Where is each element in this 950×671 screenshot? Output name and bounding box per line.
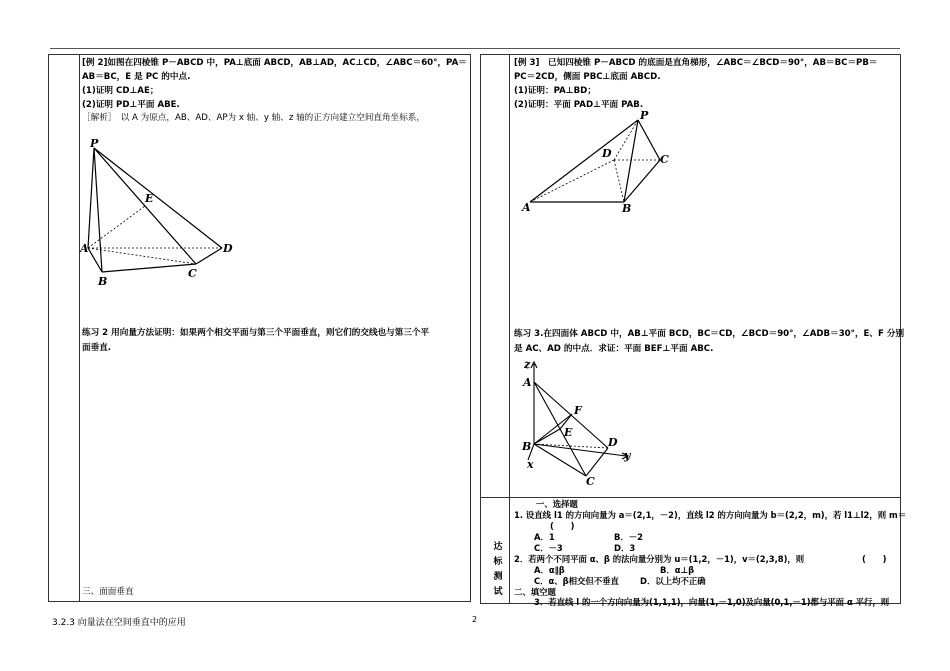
example3-line1: [例 3] 已知四棱锥 P－ABCD 的底面是直角梯形，∠ABC＝∠BCD＝90°，AB＝BC＝PB＝ <box>514 58 878 68</box>
tetrahedron-figure <box>516 356 646 488</box>
practice2-line2: 面垂直. <box>82 343 112 353</box>
example2-q1: (1)证明 CD⊥AE； <box>82 86 159 96</box>
test-q1-option-b: B．－2 <box>614 532 643 542</box>
fig2-label-p: P <box>640 109 649 122</box>
footer-title: 3.2.3 向量法在空间垂直中的应用 <box>52 618 186 628</box>
fig3-label-c: C <box>586 475 595 488</box>
test-heading-choice: 一、选择题 <box>536 499 578 509</box>
fig3-label-f: F <box>574 404 582 417</box>
test-q1-option-a: A．1 <box>534 532 555 542</box>
test-q2-option-a: A．α∥β <box>534 565 565 575</box>
fig3-label-z: z <box>524 358 531 371</box>
example2-q2: (2)证明 PD⊥平面 ABE. <box>82 100 180 110</box>
test-q2-blank: ( ) <box>862 554 887 564</box>
practice3-line2: 是 AC、AD 的中点．求证：平面 BEF⊥平面 ABC. <box>514 344 714 354</box>
fig3-label-y: y <box>624 449 631 462</box>
fig1-label-p: P <box>90 138 99 150</box>
example3-q1: (1)证明：PA⊥BD； <box>514 86 596 96</box>
section3-heading: 三、面面垂直 <box>82 587 134 597</box>
fig3-label-d: D <box>608 436 618 449</box>
fig3-label-b: B <box>522 440 532 453</box>
test-heading-fill: 二、填空题 <box>514 587 556 597</box>
test-side-char: 测 <box>493 572 503 582</box>
example2-analysis: ［解析］ 以 A 为原点，AB、AD、AP为 x 轴、y 轴、z 轴的正方向建立空间直角坐标系， <box>82 113 425 123</box>
test-q1: 1. 设直线 l1 的方向向量为 a＝(2,1，－2)，直线 l2 的方向向量为 b＝(2,2，m)，若 l1⊥l2，则 m＝ <box>514 510 907 520</box>
test-q1-option-c: C．－3 <box>534 543 563 553</box>
fig1-label-b: B <box>98 275 108 288</box>
example3-line2: PC＝2CD，侧面 PBC⊥底面 ABCD. <box>514 72 661 82</box>
test-q2: 2．若两个不同平面 α、β 的法向量分别为 u＝(1,2，－1)，v＝(2,3,8)，则 <box>514 554 805 564</box>
right-margin-column <box>481 55 510 603</box>
example2-line2: AB＝BC，E 是 PC 的中点. <box>82 72 191 82</box>
test-side-label <box>486 540 510 600</box>
practice3-line1: 练习 3.在四面体 ABCD 中，AB⊥平面 BCD，BC＝CD，∠BCD＝90°，∠ADB＝30°，E、F 分别 <box>514 329 905 339</box>
example2-line1: [例 2]如图在四棱锥 P－ABCD 中，PA⊥底面 ABCD，AB⊥AD，AC⊥CD，∠ABC＝60°，PA＝ <box>82 58 467 68</box>
header-rule <box>50 48 900 49</box>
test-q2-option-d: D．以上均不正确 <box>640 576 706 586</box>
test-side-char: 标 <box>493 557 503 567</box>
fig2-label-a: A <box>522 201 531 214</box>
fig3-label-x: x <box>527 458 534 471</box>
test-q3: 3．若直线 l 的一个方向向量为(1,1,1)，向量(1,－1,0)及向量(0,1,－1)都与平面 α 平行，则 <box>534 597 890 607</box>
example3-q2: (2)证明：平面 PAD⊥平面 PAB. <box>514 100 644 110</box>
fig1-label-c: C <box>188 267 197 280</box>
fig2-label-b: B <box>622 202 632 214</box>
test-q1-option-d: D．3 <box>614 543 636 553</box>
test-q1-blank: ( ) <box>550 521 575 531</box>
fig3-label-a: A <box>523 376 532 389</box>
test-side-char: 试 <box>493 587 503 597</box>
test-q2-option-c: C．α、β相交但不垂直 <box>534 576 619 586</box>
fig2-label-d: D <box>602 147 612 160</box>
test-side-char: 达 <box>493 542 503 552</box>
pyramid-figure-2 <box>516 108 676 214</box>
test-q2-option-b: B．α⊥β <box>660 565 695 575</box>
pyramid-figure-1 <box>78 138 238 290</box>
practice2-line1: 练习 2 用向量方法证明：如果两个相交平面与第三个平面垂直，则它们的交线也与第三个平 <box>82 328 430 338</box>
left-margin-column <box>49 55 80 601</box>
fig1-label-a: A <box>80 242 89 255</box>
fig2-label-c: C <box>660 153 669 166</box>
fig1-label-e: E <box>145 192 154 205</box>
fig3-label-e: E <box>564 426 573 439</box>
fig1-label-d: D <box>223 242 233 255</box>
page-number: 2 <box>472 615 478 624</box>
